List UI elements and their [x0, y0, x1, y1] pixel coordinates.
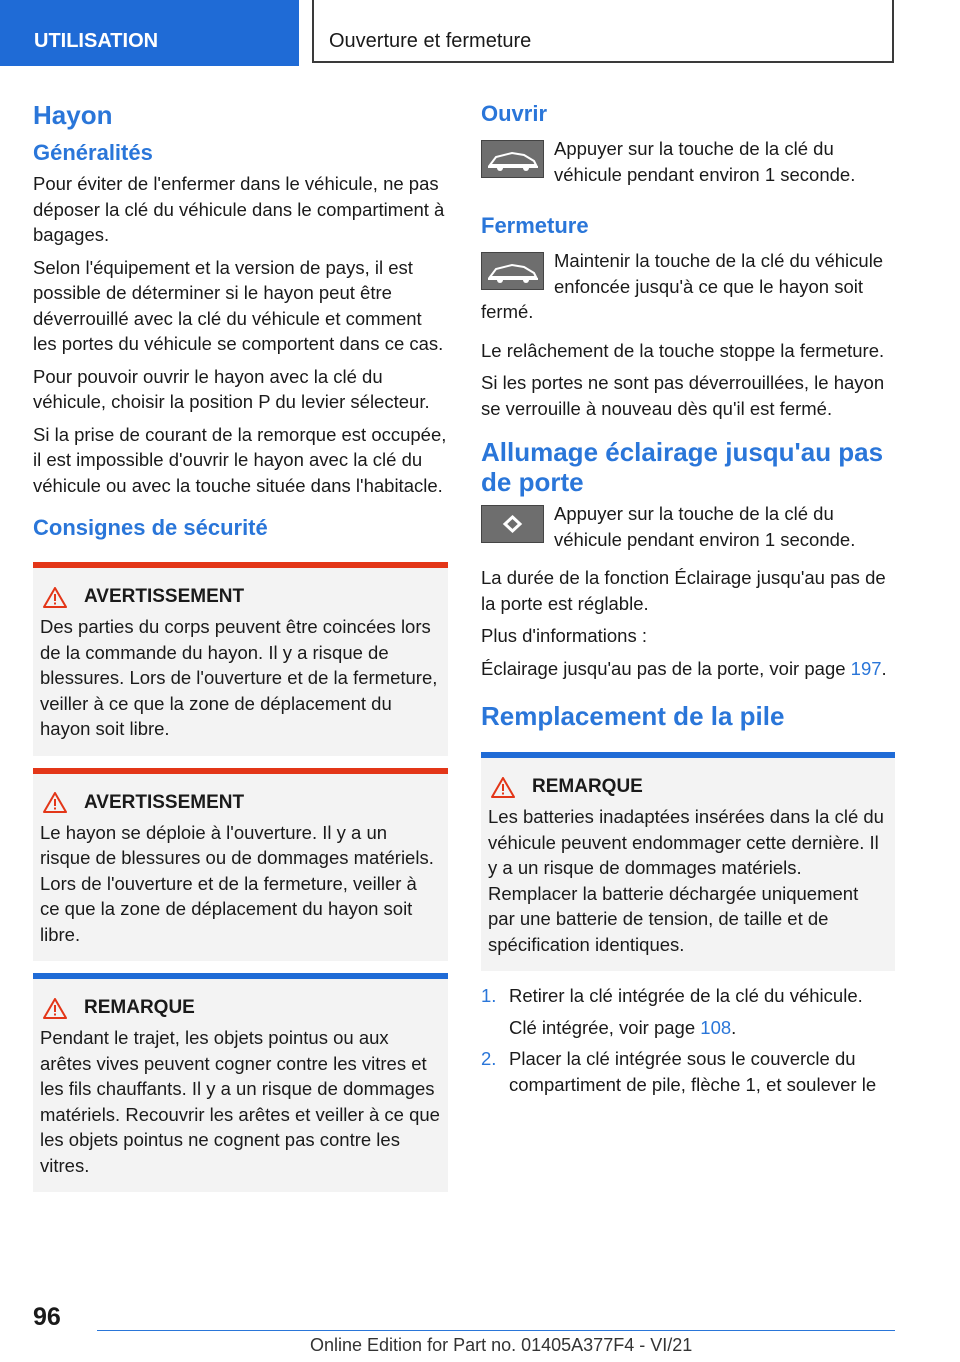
generalites-paragraph: Si la prise de courant de la remorque est occupée, il est impossible d'ouvrir le hayon avec la clé du véhicule ou avec la touche située dans l'habitacle.: [33, 423, 447, 496]
note-box: [481, 752, 895, 971]
note-text: Pendant le trajet, les objets pointus ou aux arêtes vives peuvent cogner contre les vitres et les fils chauffants. Il y a un risque de dommages matériels. Recouvrir les arêtes et veiller à ce que les objets pointus ne cognent pas contre les vitres.: [40, 1027, 440, 1176]
warning-title: AVERTISSEMENT: [84, 586, 245, 607]
generalites-paragraph: Pour pouvoir ouvrir le hayon avec la clé du véhicule, choisir la position P du levier sélecteur.: [33, 365, 430, 412]
section-tab: [0, 0, 299, 66]
page-title: Hayon: [33, 100, 113, 130]
list-item: 1. Retirer la clé intégrée de la clé du véhicule. Clé intégrée, voir page 108.: [481, 985, 863, 1038]
step-text: Placer la clé intégrée sous le couvercle du compartiment de pile, flèche 1, et soulever le: [509, 1048, 877, 1095]
generalites-paragraph: Selon l'équipement et la version de pays, il est possible de déterminer si le hayon peut être déverrouillé avec la clé du véhicule et comment les portes du véhicule se comportent dans ce cas.: [33, 256, 444, 354]
warning-box: [33, 562, 448, 756]
allumage-row: [481, 501, 895, 559]
consignes-heading: Consignes de sécurité: [33, 515, 268, 540]
step-text: Retirer la clé intégrée de la clé du véhicule.: [509, 985, 863, 1006]
note-box: [33, 973, 448, 1192]
steps-list: [481, 983, 895, 1097]
footer-divider: [97, 1330, 895, 1331]
step-number: 2.: [481, 1048, 497, 1069]
ouvrir-heading: Ouvrir: [481, 101, 548, 126]
fermeture-row: [481, 248, 895, 332]
warning-box: [33, 768, 448, 962]
step-number: 1.: [481, 985, 497, 1006]
page-number: 96: [33, 1303, 61, 1331]
chapter-label: Ouverture et fermeture: [329, 30, 532, 52]
generalites-heading: Généralités: [33, 140, 153, 165]
generalites-paragraph: Pour éviter de l'enfermer dans le véhicule, ne pas déposer la clé du véhicule dans le compartiment à bagages.: [33, 173, 445, 245]
warning-triangle-icon: [491, 777, 515, 798]
fermeture-heading: Fermeture: [481, 213, 589, 238]
page-link[interactable]: 197: [850, 657, 882, 679]
chapter-tab: [312, 0, 894, 63]
allumage-paragraph: La durée de la fonction Éclairage jusqu'au pas de la porte est réglable.: [481, 567, 886, 614]
diamond-light-icon: [481, 505, 544, 543]
allumage-heading: Allumage éclairage jusqu'au pas de porte: [481, 437, 884, 497]
warning-triangle-icon: [43, 587, 67, 608]
allumage-reference: Éclairage jusqu'au pas de la porte, voir page 197.: [481, 657, 887, 679]
page-link[interactable]: 108: [700, 1016, 732, 1038]
ouvrir-row: [481, 136, 895, 194]
fermeture-paragraph: Le relâchement de la touche stoppe la fermeture.: [481, 339, 885, 361]
section-label: UTILISATION: [34, 30, 159, 52]
warning-text: Des parties du corps peuvent être coincées lors de la commande du hayon. Il y a risque de blessures. Lors de l'ouverture et de la fermeture, veiller à ce que la zone de déplacement du hayon soit libre.: [40, 616, 438, 739]
warning-triangle-icon: [43, 792, 67, 813]
allumage-paragraph: Plus d'informations :: [481, 625, 647, 646]
list-item: [481, 1046, 895, 1097]
allumage-text: Appuyer sur la touche de la clé du véhicule pendant environ 1 seconde.: [554, 503, 856, 550]
right-column: [481, 100, 895, 1103]
note-title: REMARQUE: [84, 997, 195, 1018]
note-title: REMARQUE: [532, 776, 643, 797]
left-column: [33, 100, 448, 1204]
fermeture-paragraph: Si les portes ne sont pas déverrouillées, le hayon se verrouille à nouveau dès qu'il est fermé.: [481, 372, 885, 419]
fermeture-text: Maintenir la touche de la clé du véhicule enfoncée jusqu'à ce que le hayon soit fermé.: [481, 250, 884, 322]
car-trunk-icon: [481, 140, 544, 178]
remplacement-heading: Remplacement de la pile: [481, 701, 785, 731]
footer-edition: Online Edition for Part no. 01405A377F4 - VI/21: [310, 1335, 693, 1355]
note-text: Les batteries inadaptées insérées dans la clé du véhicule peuvent endommager cette dernière. Il y a un risque de dommages matériels. Remplacer la batterie déchargée uniquement par une batterie de tension, de taille et de spécification identiques.: [488, 806, 884, 955]
warning-title: AVERTISSEMENT: [84, 791, 245, 813]
warning-text: Le hayon se déploie à l'ouverture. Il y a un risque de blessures ou de dommages matériels. Lors de l'ouverture et de la fermeture, veiller à ce que la zone de déplacement du hayon soit libre.: [40, 821, 434, 945]
car-trunk-icon: [481, 252, 544, 290]
ouvrir-text: Appuyer sur la touche de la clé du véhicule pendant environ 1 seconde.: [554, 138, 856, 185]
warning-triangle-icon: [43, 998, 67, 1019]
